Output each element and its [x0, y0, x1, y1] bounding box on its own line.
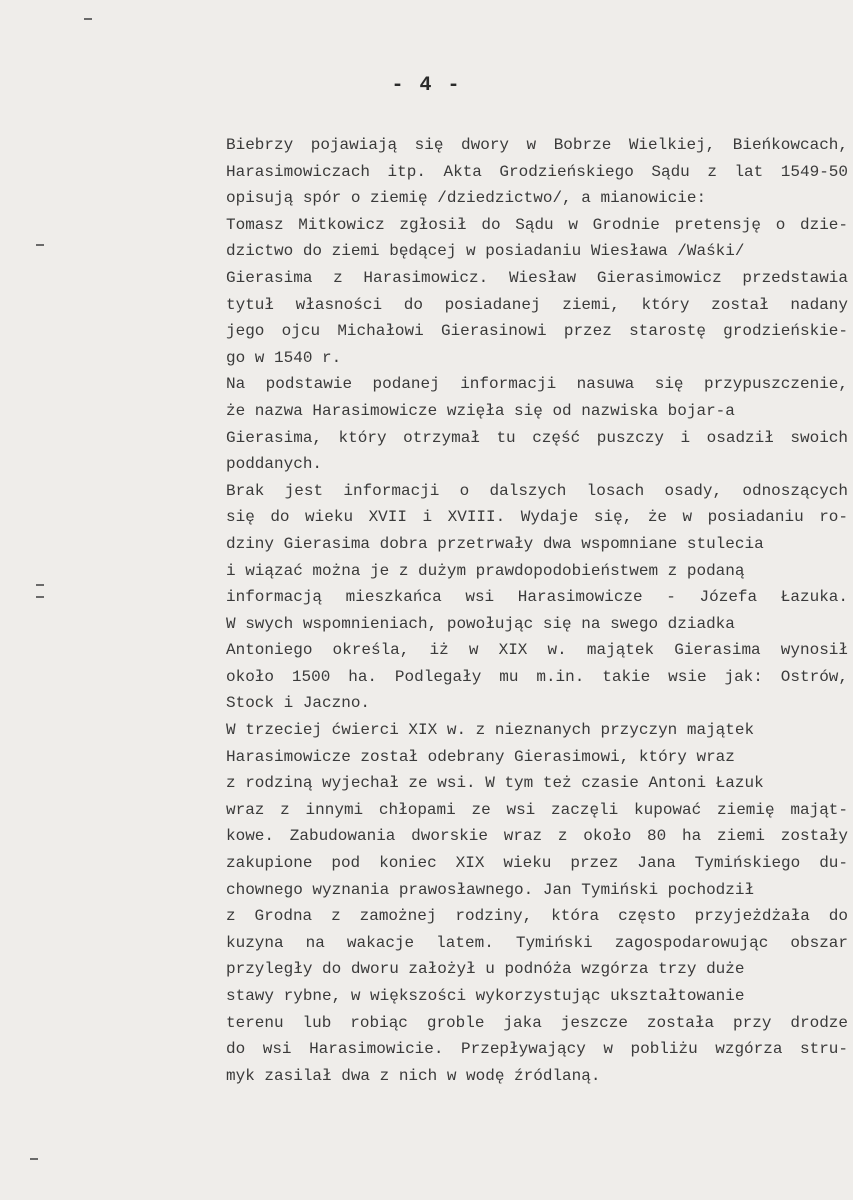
text-line: około 1500 ha. Podlegały mu m.in. takie wsie jak: Ostrów,	[226, 667, 848, 686]
text-line: Biebrzy pojawiają się dwory w Bobrze Wielkiej, Bieńkowcach,	[226, 136, 848, 154]
text-line: Gierasima z Harasimowicz. Wiesław Gierasimowicz przedstawia	[226, 268, 848, 287]
text-line: stawy rybne, w większości wykorzystując ukształtowanie	[226, 987, 745, 1005]
text-line: chownego wyznania prawosławnego. Jan Tymiński pochodził	[226, 880, 755, 899]
text-line: z Grodna z zamożnej rodziny, która często przyjeżdżała do	[226, 907, 848, 926]
text-line: kowe. Zabudowania dworskie wraz z około 80 ha ziemi zostały	[226, 827, 848, 846]
text-line: dziny Gierasima dobra przetrwały dwa wspomniane stulecia	[226, 534, 764, 553]
margin-mark	[30, 1158, 38, 1160]
text-line: do wsi Harasimowicie. Przepływający w pobliżu wzgórza stru-	[226, 1040, 848, 1059]
text-line: wraz z innymi chłopami ze wsi zaczęli kupować ziemię mająt-	[226, 800, 848, 819]
text-line: W trzeciej ćwierci XIX w. z nieznanych przyczyn majątek	[226, 721, 755, 740]
text-line: go w 1540 r.	[226, 348, 342, 367]
text-line: Stock i Jaczno.	[226, 694, 371, 713]
text-line: z rodziną wyjechał ze wsi. W tym też czasie Antoni Łazuk	[226, 774, 764, 793]
text-line: się do wieku XVII i XVIII. Wydaje się, że w posiadaniu ro-	[226, 508, 848, 527]
text-line: opisują spór o ziemię /dziedzictwo/, a mianowicie:	[226, 189, 707, 208]
text-line: poddanych.	[226, 455, 323, 474]
text-line: Tomasz Mitkowicz zgłosił do Sądu w Grodnie pretensję o dzie-	[226, 215, 848, 234]
margin-mark	[36, 584, 44, 586]
text-line: Gierasima, który otrzymał tu część puszczy i osadził swoich	[226, 428, 848, 447]
text-line: myk zasilał dwa z nich w wodę źródlaną.	[226, 1066, 601, 1085]
text-line: przyległy do dworu założył u podnóża wzgórza trzy duże	[226, 960, 745, 979]
text-line: Brak jest informacji o dalszych losach osady, odnoszących	[226, 481, 848, 500]
text-line: jego ojcu Michałowi Gierasinowi przez starostę grodzieńskie-	[226, 322, 848, 341]
text-line: informacją mieszkańca wsi Harasimowicze - Józefa Łazuka.	[226, 588, 848, 607]
page-number: - 4 -	[391, 74, 462, 97]
typewritten-text	[226, 132, 848, 1089]
text-line: terenu lub robiąc groble jaka jeszcze została przy drodze	[226, 1013, 848, 1032]
margin-mark	[84, 18, 92, 20]
margin-mark	[36, 596, 44, 598]
text-line: zakupione pod koniec XIX wieku przez Jana Tymińskiego du-	[226, 854, 848, 873]
text-line: W swych wspomnieniach, powołując się na swego dziadka	[226, 614, 735, 633]
text-line: że nazwa Harasimowicze wzięła się od nazwiska bojar-a	[226, 401, 735, 420]
text-line: Harasimowiczach itp. Akta Grodzieńskiego Sądu z lat 1549-50	[226, 162, 848, 181]
text-line: i wiązać można je z dużym prawdopodobieństwem z podaną	[226, 561, 745, 580]
text-line: Harasimowicze został odebrany Gierasimowi, który wraz	[226, 747, 735, 766]
text-line: dzictwo do ziemi będącej w posiadaniu Wiesława /Waśki/	[226, 242, 745, 261]
text-line: tytuł własności do posiadanej ziemi, który został nadany	[226, 295, 848, 314]
text-line: Na podstawie podanej informacji nasuwa się przypuszczenie,	[226, 375, 848, 394]
text-line: Antoniego określa, iż w XIX w. majątek Gierasima wynosił	[226, 641, 848, 660]
text-line: kuzyna na wakacje latem. Tymiński zagospodarowując obszar	[226, 933, 848, 952]
margin-mark	[36, 244, 44, 246]
